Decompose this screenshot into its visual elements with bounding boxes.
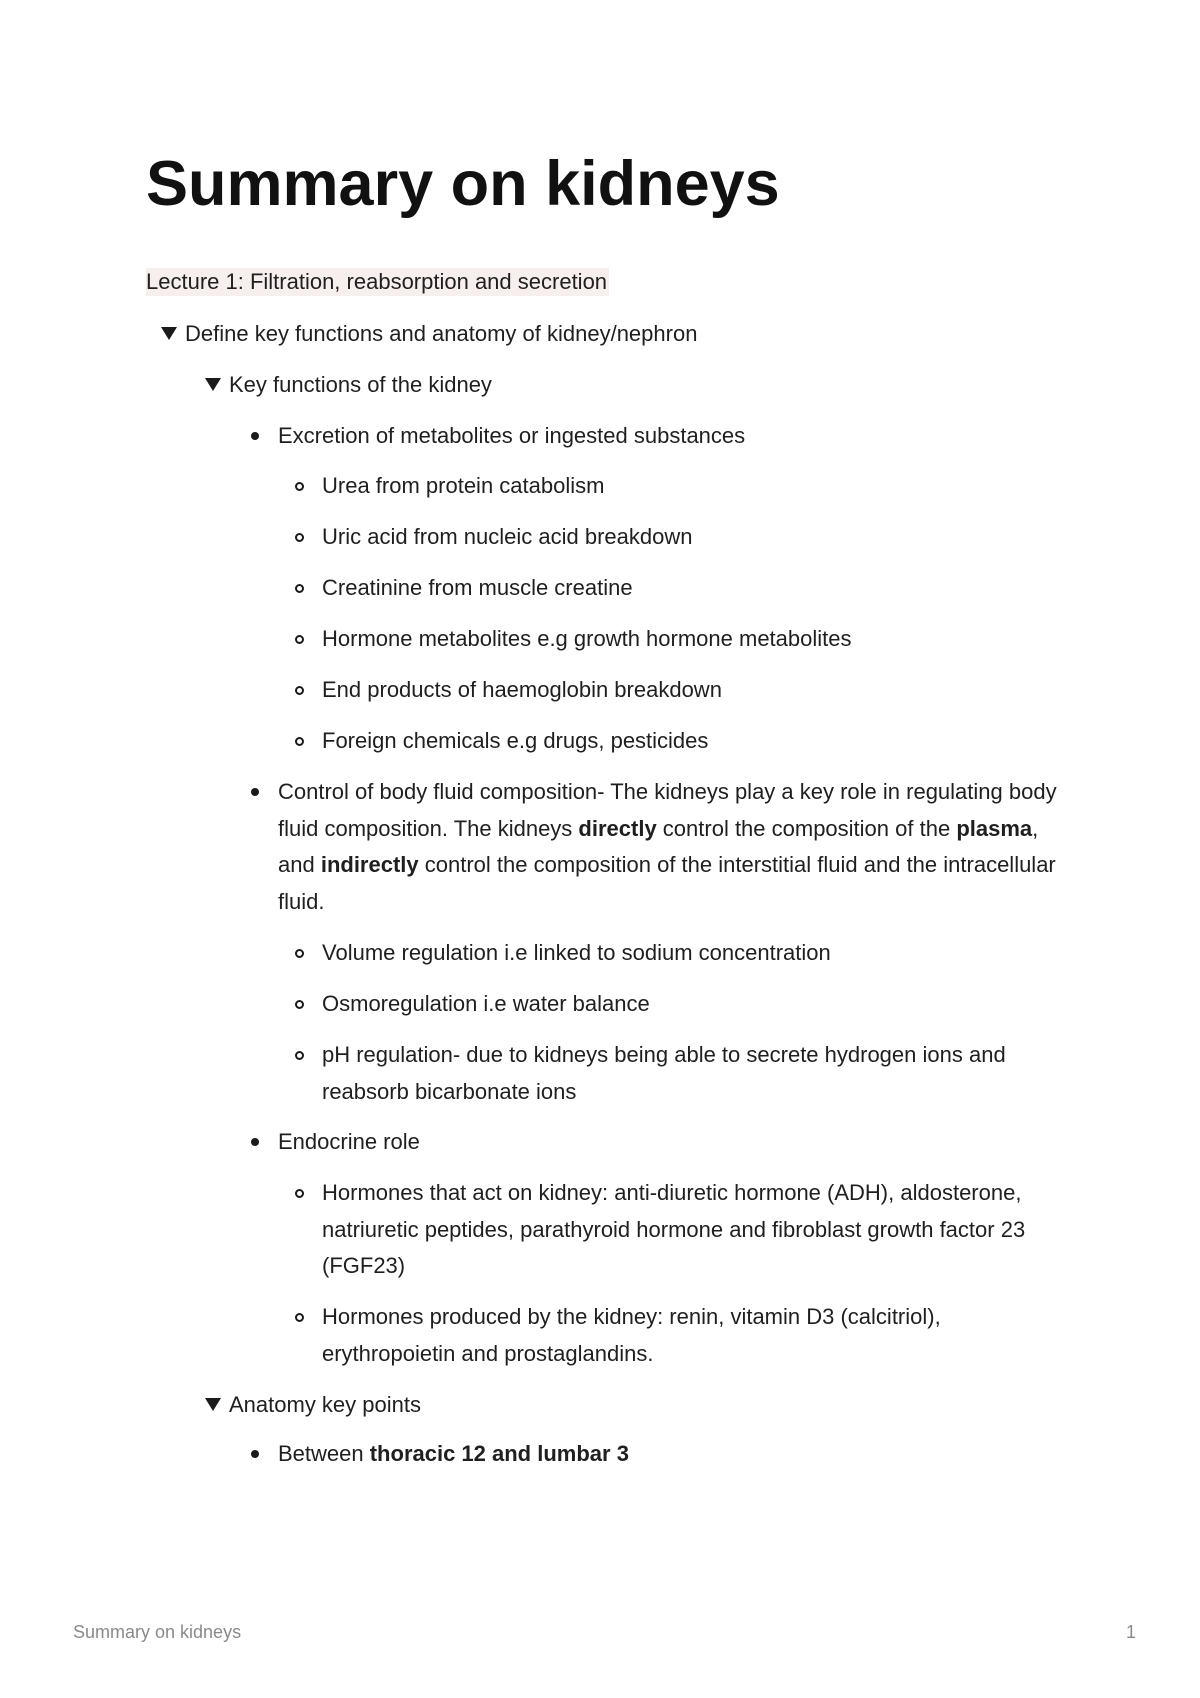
toggle-label: Key functions of the kidney [229, 372, 492, 397]
bullet-disc-icon [251, 1450, 259, 1458]
list-item-excretion: Excretion of metabolites or ingested substances [278, 418, 1078, 455]
toggle-anatomy[interactable] [205, 1391, 421, 1419]
toggle-label: Anatomy key points [229, 1392, 421, 1417]
bullet-circle-icon [295, 635, 304, 644]
footer-doc-title: Summary on kidneys [73, 1622, 242, 1642]
triangle-down-icon[interactable] [161, 327, 177, 340]
triangle-down-icon[interactable] [205, 1398, 221, 1411]
list-item: Hormones produced by the kidney: renin, vitamin D3 (calcitriol), erythropoietin and prostaglandins. [322, 1299, 1078, 1372]
bullet-circle-icon [295, 1313, 304, 1322]
toggle-define-key-functions[interactable] [161, 320, 697, 348]
footer-page-number: 1 [1125, 1622, 1136, 1642]
triangle-down-icon[interactable] [205, 378, 221, 391]
list-item: End products of haemoglobin breakdown [322, 672, 1078, 709]
list-item: Volume regulation i.e linked to sodium concentration [322, 935, 1078, 972]
list-item-control-body-fluid: Control of body fluid composition- The kidneys play a key role in regulating body fluid composition. The kidneys directly control the composition of the plasma, and indirectly control the composition of the interstitial fluid and the intracellular fluid. [278, 774, 1078, 920]
bullet-circle-icon [295, 737, 304, 746]
list-item: Urea from protein catabolism [322, 468, 1078, 505]
bullet-disc-icon [251, 1138, 259, 1146]
lecture-heading: Lecture 1: Filtration, reabsorption and secretion [146, 269, 608, 294]
list-item: Osmoregulation i.e water balance [322, 986, 1078, 1023]
bullet-disc-icon [251, 788, 259, 796]
list-item-anatomy: Between thoracic 12 and lumbar 3 [278, 1436, 1078, 1473]
bullet-circle-icon [295, 1000, 304, 1009]
list-item: Hormone metabolites e.g growth hormone metabolites [322, 621, 1078, 658]
bullet-circle-icon [295, 1189, 304, 1198]
list-item: Hormones that act on kidney: anti-diuretic hormone (ADH), aldosterone, natriuretic peptides, parathyroid hormone and fibroblast growth factor 23 (FGF23) [322, 1175, 1078, 1285]
list-item: Foreign chemicals e.g drugs, pesticides [322, 723, 1078, 760]
bullet-circle-icon [295, 1051, 304, 1060]
list-item: Creatinine from muscle creatine [322, 570, 1078, 607]
toggle-key-functions[interactable] [205, 371, 492, 399]
page-title: Summary on kidneys [146, 149, 780, 219]
bullet-circle-icon [295, 949, 304, 958]
bullet-circle-icon [295, 482, 304, 491]
toggle-label: Define key functions and anatomy of kidney/nephron [185, 321, 698, 346]
list-item-endocrine: Endocrine role [278, 1124, 1078, 1161]
bullet-circle-icon [295, 584, 304, 593]
bullet-disc-icon [251, 432, 259, 440]
list-item: Uric acid from nucleic acid breakdown [322, 519, 1078, 556]
bullet-circle-icon [295, 533, 304, 542]
list-item: pH regulation- due to kidneys being able to secrete hydrogen ions and reabsorb bicarbonate ions [322, 1037, 1078, 1110]
bullet-circle-icon [295, 686, 304, 695]
